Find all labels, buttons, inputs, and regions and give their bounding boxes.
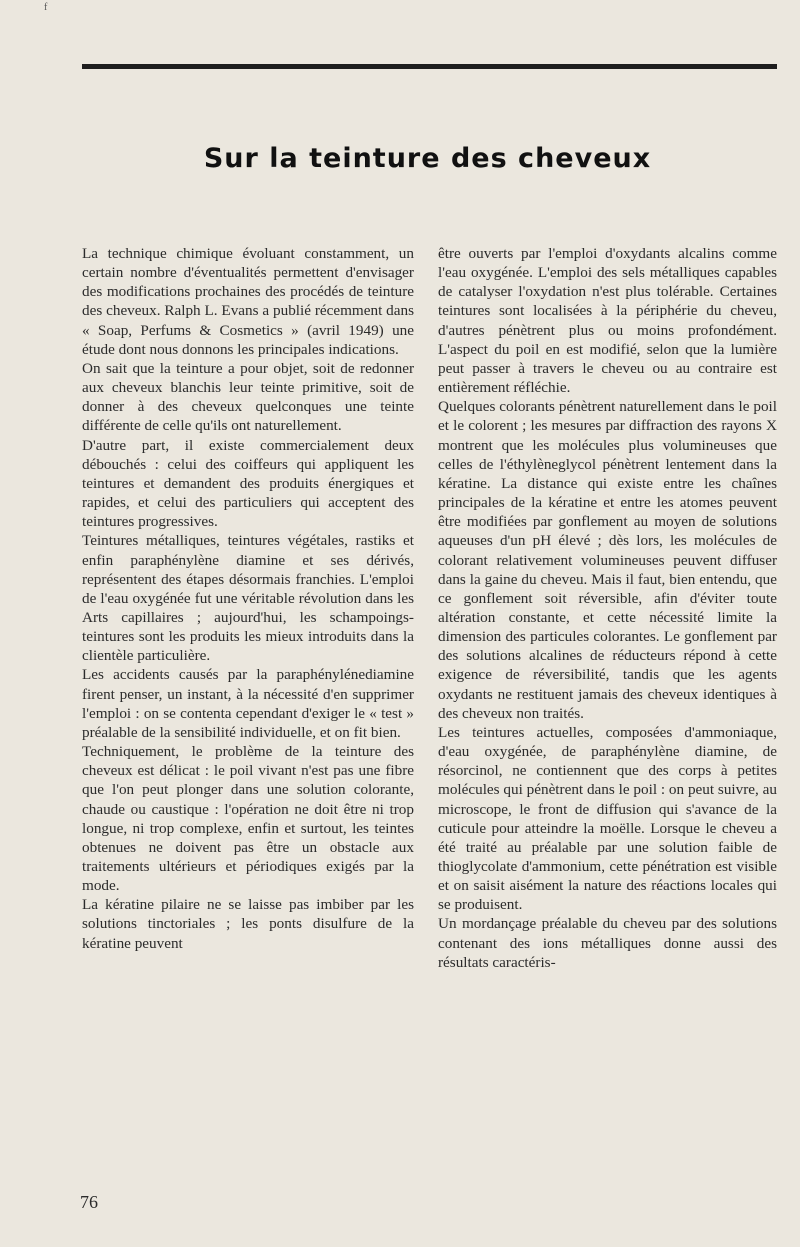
top-rule [82,64,777,69]
paragraph: Techniquement, le problème de la teinture des cheveux est délicat : le poil vivant n'est pas une fibre que l'on peut plonger dans une solution colorante, chaude ou caustique : l'opération ne doit être ni trop longue, ni trop complexe, enfin et surtout, les teintes obtenues ne doivent pas être un obstacle aux traitements ultérieurs et périodiques exigés par la mode. [82,743,414,895]
paragraph: Les teintures actuelles, composées d'ammoniaque, d'eau oxygénée, de paraphénylène diamine, de résorcinol, ne contiennent que des corps à petites molécules qui pénètrent dans le poil : on peut suivre, au microscope, le front de diffusion qui s'avance de la cuticule pour atteindre la moëlle. Lorsque le cheveu a été traité au préalable par une solution faible de thioglycolate d'ammonium, cette pénétration est visible et on saisit aisément la nature des réactions locales qui se produisent. [438,723,777,914]
left-column [82,244,414,953]
paragraph: Un mordançage préalable du cheveu par des solutions contenant des ions métalliques donne aussi des résultats caractéris- [438,915,777,971]
paragraph: Teintures métalliques, teintures végétales, rastiks et enfin paraphénylène diamine et ses dérivés, représentent des étapes désormais franchies. L'emploi de l'eau oxygénée fut une véritable révolution dans les Arts capillaires ; aujourd'hui, les schampoings-teintures sont les produits les mieux introduits dans la clientèle particulière. [82,532,414,665]
paragraph: La kératine pilaire ne se laisse pas imbiber par les solutions tinctoriales ; les ponts disulfure de la kératine peuvent [82,896,414,952]
right-column [438,244,777,972]
paragraph: D'autre part, il existe commercialement deux débouchés : celui des coiffeurs qui appliquent les teintures et demandent des produits énergiques et rapides, et celui des particuliers qui acceptent des teintures progressives. [82,436,414,531]
paragraph: Les accidents causés par la paraphénylénediamine firent penser, un instant, à la nécessité d'en supprimer l'emploi : on se contenta cependant d'exiger le « test » préalable de la sensibilité individuelle, et on fit bien. [82,666,414,741]
paragraph: La technique chimique évoluant constamment, un certain nombre d'éventualités permettent d'envisager des modifications prochaines des procédés de teinture des cheveux. Ralph L. Evans a publié récemment dans « Soap, Perfums & Cosmetics » (avril 1949) une étude dont nous donnons les principales indications. [82,245,414,358]
paragraph: être ouverts par l'emploi d'oxydants alcalins comme l'eau oxygénée. L'emploi des sels métalliques capables de catalyser l'oxydation n'est plus tolérable. Certaines teintures sont localisées à la périphérie du cheveu, d'autres pénètrent plus ou moins profondément. L'aspect du poil en est modifié, selon que la lumière peut passer à travers le cheveu ou au contraire est entièrement réfléchie. [438,245,777,397]
page-corner-mark: f [44,2,48,13]
page-number: 76 [80,1192,98,1212]
paragraph: On sait que la teinture a pour objet, soit de redonner aux cheveux blanchis leur teinte primitive, soit de donner à des cheveux quelconques une teinte différente de celle qu'ils ont naturellement. [82,359,414,435]
paragraph: Quelques colorants pénètrent naturellement dans le poil et le colorent ; les mesures par diffraction des rayons X montrent que les molécules plus volumineuses que celles de l'éthylèneglycol pénètrent lentement dans la kératine. La distance qui existe entre les chaînes principales de la kératine et entre les atomes peuvent être modifiées par gonflement au moyen de solutions aqueuses d'un pH élevé ; dès lors, les molécules de colorant relativement volumineuses peuvent diffuser dans la gaine du cheveu. Mais il faut, bien entendu, que ce gonflement soit réversible, afin d'éviter toute altération constante, et cette nécessité limite la dimension des particules colorantes. Le gonflement par des solutions alcalines de réducteurs répond à cette exigence de réversibilité, tandis que les agents oxydants ne restituent jamais des cheveux identiques à des cheveux non traités. [438,398,777,722]
article-title: Sur la teinture des cheveux [203,143,652,174]
